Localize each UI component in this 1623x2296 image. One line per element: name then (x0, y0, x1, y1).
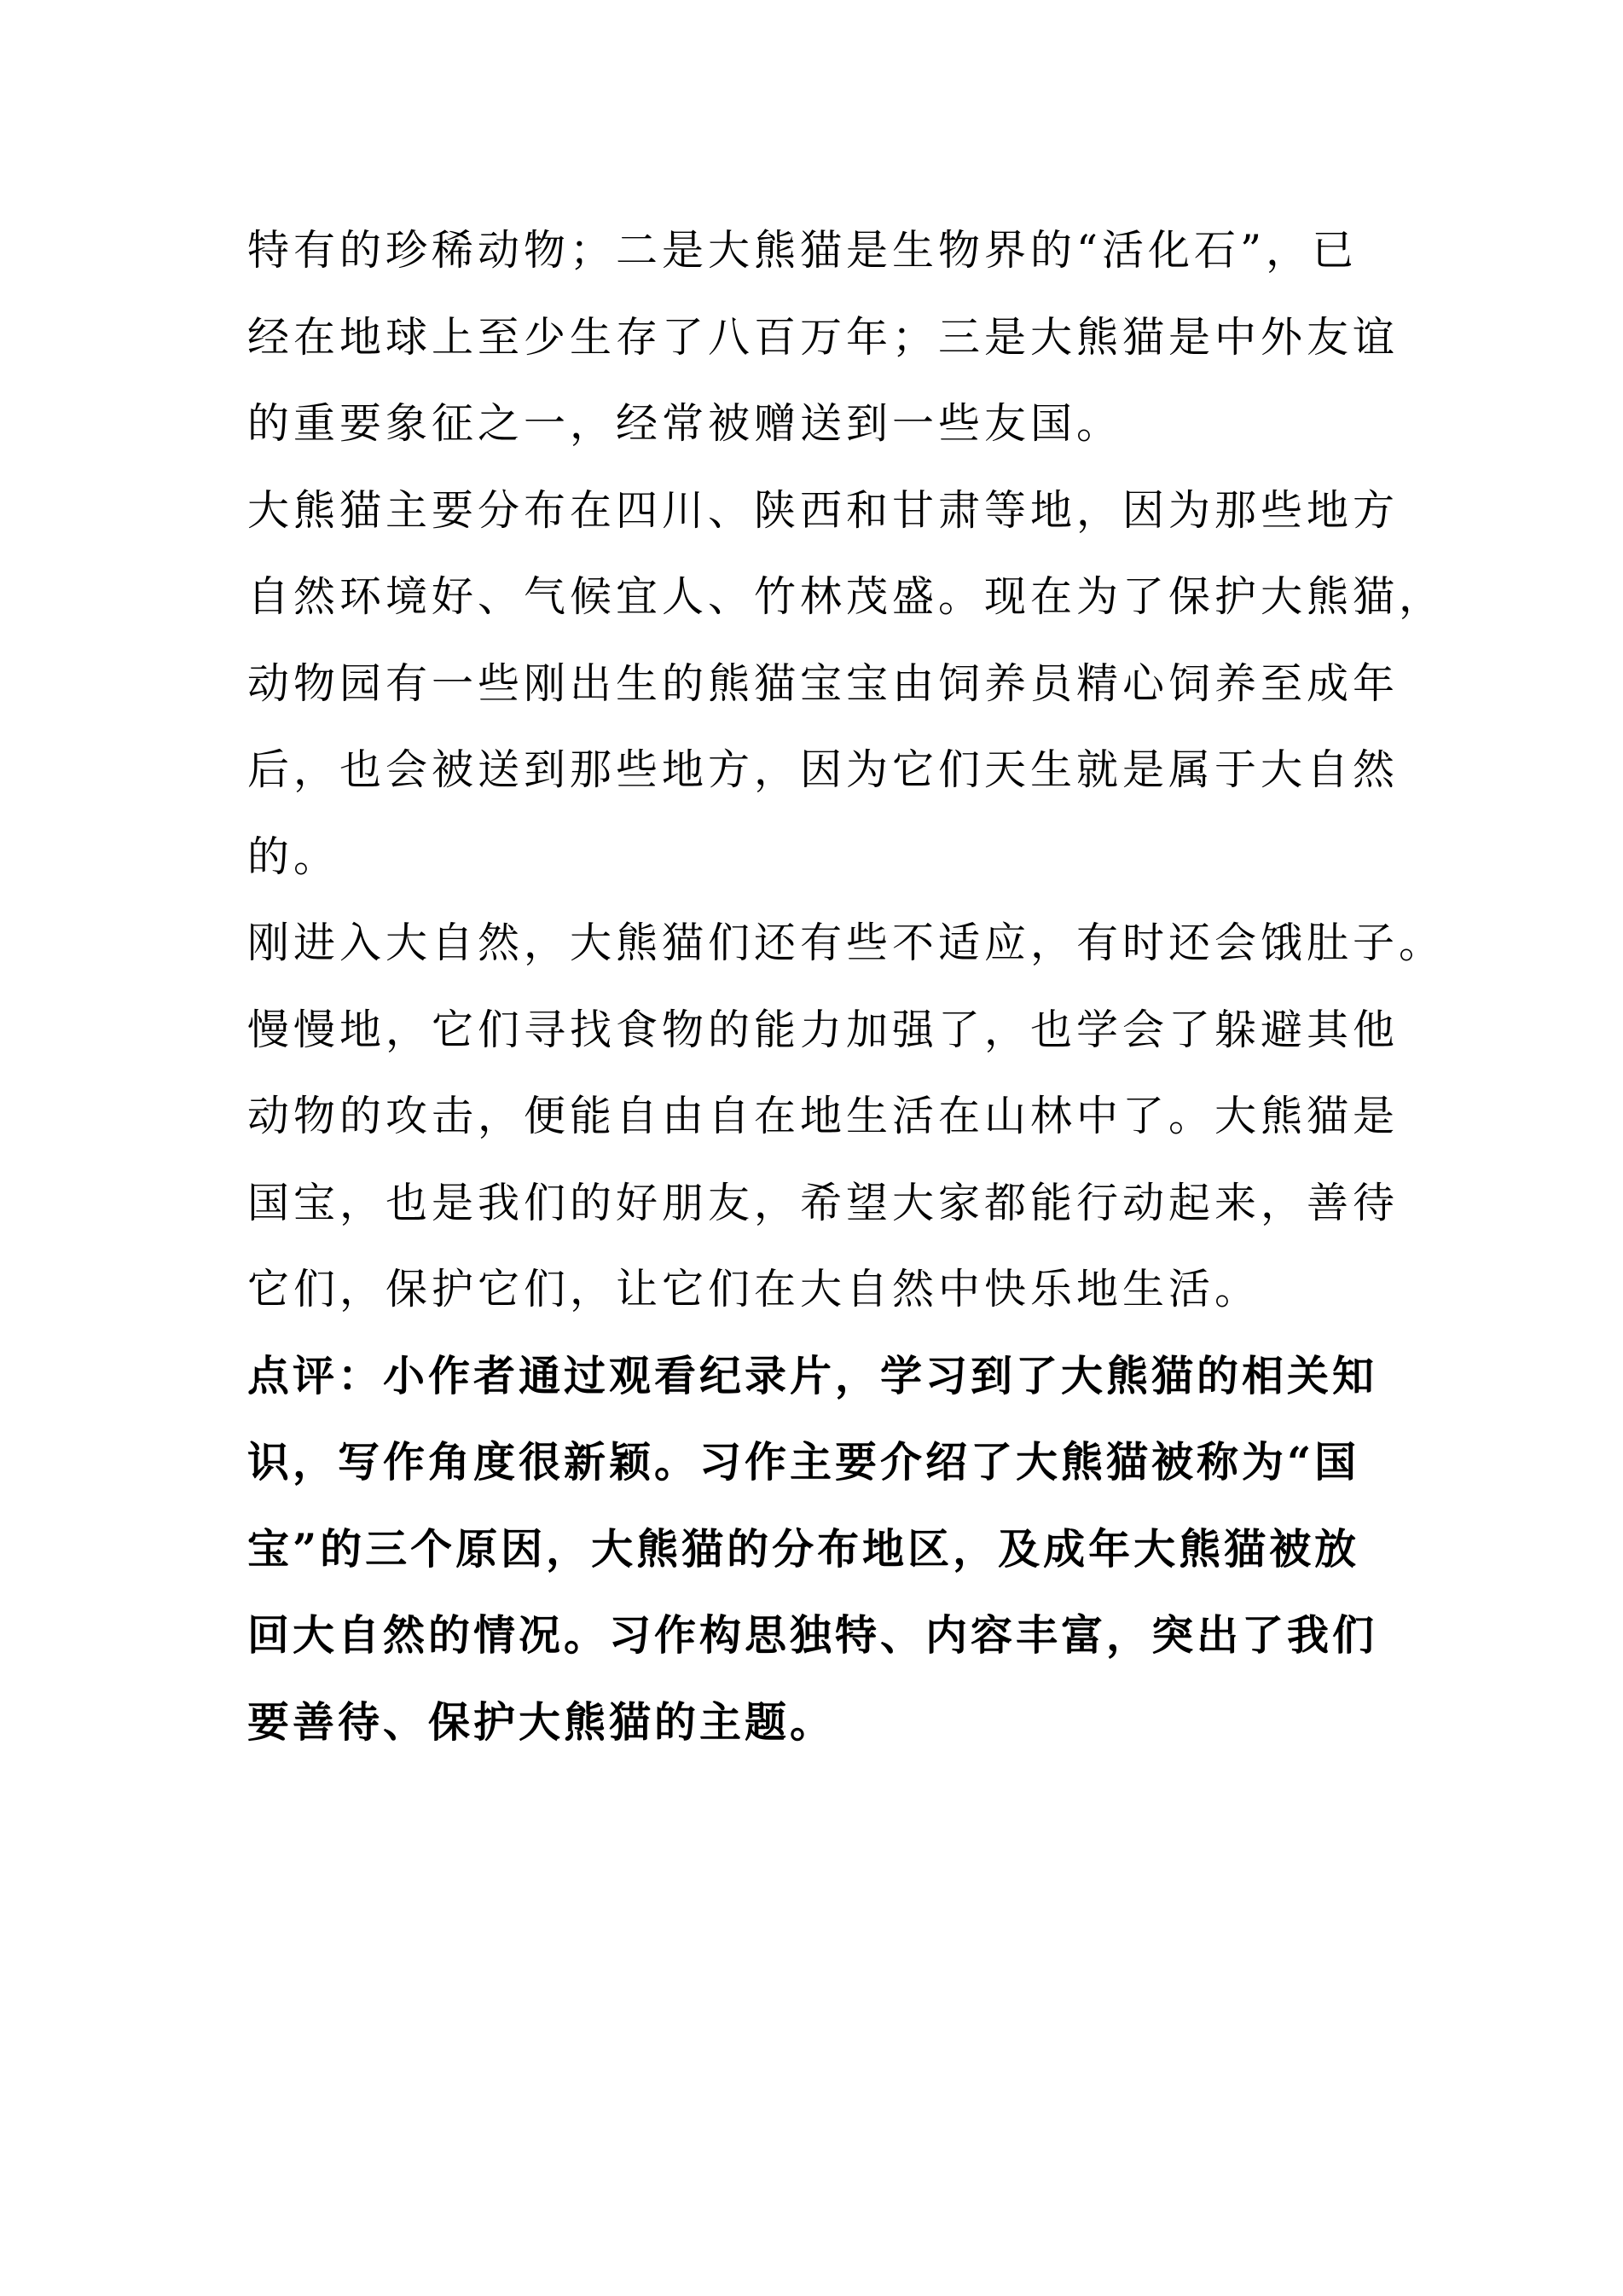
text-line: 特有的珍稀动物；二是大熊猫是生物界的“活化石”，已 (247, 226, 1359, 275)
text-line: 动物的攻击，便能自由自在地生活在山林中了。大熊猫是 (247, 1092, 1400, 1140)
commentary-line: 宝”的三个原因，大熊猫的分布地区，及成年大熊猫被放 (247, 1523, 1360, 1574)
paragraph-3 (247, 900, 1446, 1333)
paragraph-1 (247, 207, 1400, 467)
document-body (247, 207, 1446, 1765)
text-line: 国宝，也是我们的好朋友，希望大家都能行动起来，善待 (247, 1178, 1400, 1227)
text-line: 大熊猫主要分布在四川、陕西和甘肃等地，因为那些地方 (247, 485, 1400, 535)
commentary-paragraph (247, 1333, 1382, 1766)
commentary-line: 要善待、保护大熊猫的主题。 (247, 1696, 836, 1747)
text-line: 经在地球上至少生存了八百万年；三是大熊猫是中外友谊 (247, 312, 1400, 362)
text-line: 慢慢地，它们寻找食物的能力加强了，也学会了躲避其他 (247, 1005, 1400, 1054)
text-line: 它们，保护它们，让它们在大自然中快乐地生活。 (247, 1265, 1261, 1313)
text-line: 的。 (247, 832, 340, 881)
text-line: 的重要象征之一，经常被赠送到一些友国。 (247, 399, 1123, 448)
text-line: 自然环境好、气候宜人、竹林茂盛。现在为了保护大熊猫， (247, 572, 1446, 621)
commentary-line: 回大自然的情况。习作构思独特、内容丰富，突出了我们 (247, 1610, 1378, 1660)
text-line: 后，也会被送到那些地方，因为它们天生就是属于大自然 (247, 745, 1400, 794)
text-line: 刚进入大自然，大熊猫们还有些不适应，有时还会饿肚子。 (247, 919, 1446, 967)
commentary-line: 识，写作角度很新颖。习作主要介绍了大熊猫被称为“国 (247, 1437, 1360, 1487)
paragraph-2 (247, 467, 1446, 901)
text-line: 动物园有一些刚出生的熊猫宝宝由饲养员精心饲养至成年 (247, 658, 1400, 708)
commentary-line: 点评：小作者通过观看纪录片，学习到了大熊猫的相关知 (247, 1350, 1378, 1400)
